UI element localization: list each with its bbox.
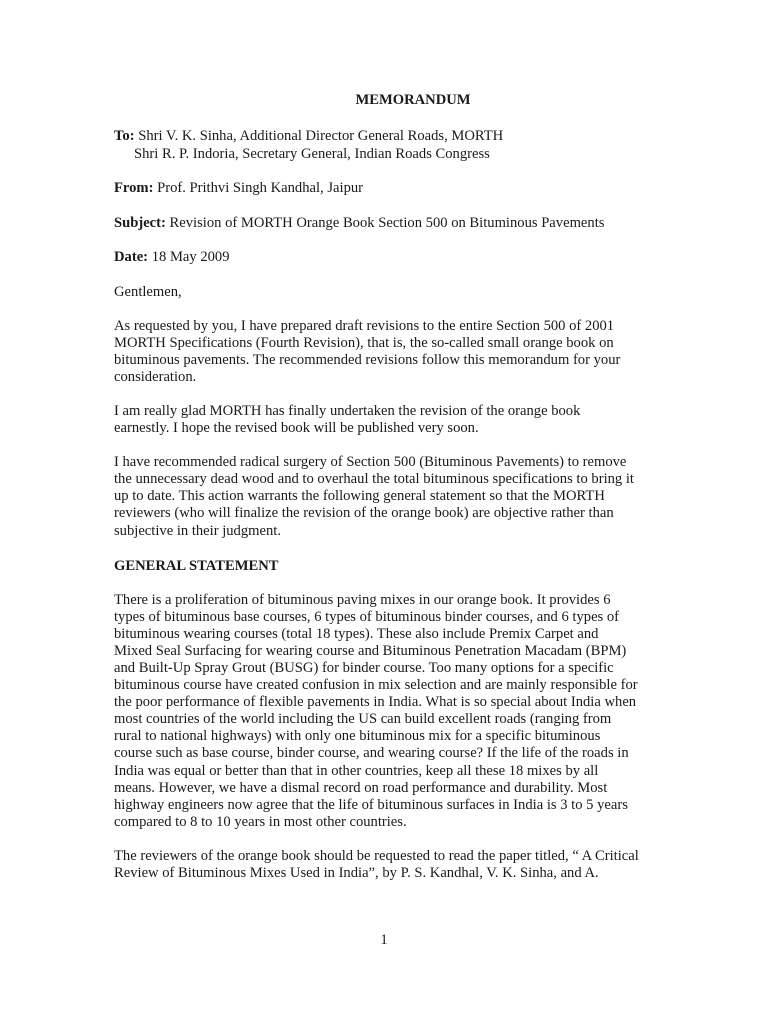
paragraph-line: earnestly. I hope the revised book will be published very soon. [114,420,479,437]
subject-field [114,215,674,233]
subject-value: Revision of MORTH Orange Book Section 500 on Bituminous Pavements [165,214,605,231]
to-field [114,128,674,163]
paragraph-line: Review of Bituminous Mixes Used in India”, by P. S. Kandhal, V. K. Sinha, and A. [114,865,599,882]
paragraph-line: I am really glad MORTH has finally undertaken the revision of the orange book [114,402,581,419]
salutation: Gentlemen, [114,283,182,300]
paragraph-line: and Built-Up Spray Grout (BUSG) for binder course. Too many options for a specific [114,660,614,676]
to-recipient-2: Shri R. P. Indoria, Secretary General, Indian Roads Congress [134,145,490,162]
paragraph-line: course such as base course, binder course, and wearing course? If the life of the roads in [114,745,629,762]
paragraph-line: As requested by you, I have prepared draft revisions to the entire Section 500 of 2001 [114,317,615,334]
date-value: 18 May 2009 [148,249,230,265]
to-recipient-1: Shri V. K. Sinha, Additional Director General Roads, MORTH [134,128,504,144]
paragraph-reviewers [114,848,674,882]
paragraph-line: There is a proliferation of bituminous paving mixes in our orange book. It provides 6 [114,591,611,608]
memo-body [114,91,674,899]
paragraph-line: types of bituminous base courses, 6 types of bituminous binder courses, and 6 types of [114,608,620,625]
paragraph-proliferation [114,592,674,831]
paragraph-line: the unnecessary dead wood and to overhaul the total bituminous specifications to bring it [114,471,634,488]
paragraph-line: consideration. [114,368,197,385]
paragraph-glad [114,403,674,437]
section-heading: GENERAL STATEMENT [114,557,279,574]
paragraph-line: I have recommended radical surgery of Section 500 (Bituminous Pavements) to remove [114,454,627,471]
paragraph-line: subjective in their judgment. [114,522,281,539]
paragraph-line: India was equal or better than that in other countries, keep all these 18 mixes by all [114,762,599,779]
paragraph-line: bituminous wearing courses (total 18 types). These also include Premix Carpet and [114,625,599,642]
paragraph-line: most countries of the world including the US can build excellent roads (ranging from [114,711,612,728]
paragraph-line: highway engineers now agree that the life of bituminous surfaces in India is 3 to 5 years [114,796,628,813]
paragraph-line: Mixed Seal Surfacing for wearing course and Bituminous Penetration Macadam (BPM) [114,642,627,659]
paragraph-line: bituminous pavements. The recommended revisions follow this memorandum for your [114,351,621,368]
paragraph-line: up to date. This action warrants the following general statement so that the MORTH [114,488,605,505]
from-value: Prof. Prithvi Singh Kandhal, Jaipur [153,180,364,196]
date-field [114,249,674,267]
date-label: Date: [114,249,149,265]
memo-title: MEMORANDUM [355,92,471,108]
paragraph-line: compared to 8 to 10 years in most other countries. [114,813,407,830]
paragraph-line: bituminous course have created confusion in mix selection and are mainly responsible for [114,677,638,694]
from-label: From: [114,180,154,196]
subject-label: Subject: [114,214,166,231]
paragraph-line: the poor performance of flexible pavements in India. What is so special about India when [114,694,637,711]
paragraph-line: reviewers (who will finalize the revision of the orange book) are objective rather than [114,505,614,522]
paragraph-request [114,318,674,386]
to-label: To: [114,128,135,144]
paragraph-surgery [114,454,674,539]
paragraph-line: The reviewers of the orange book should be requested to read the paper titled, “ A Critical [114,847,639,864]
page-number: 1 [380,932,388,948]
paragraph-line: rural to national highways) with only one bituminous mix for a specific bituminous [114,728,601,745]
paragraph-line: means. However, we have a dismal record on road performance and durability. Most [114,779,608,796]
from-field [114,180,674,198]
paragraph-line: MORTH Specifications (Fourth Revision), that is, the so-called small orange book on [114,334,614,351]
